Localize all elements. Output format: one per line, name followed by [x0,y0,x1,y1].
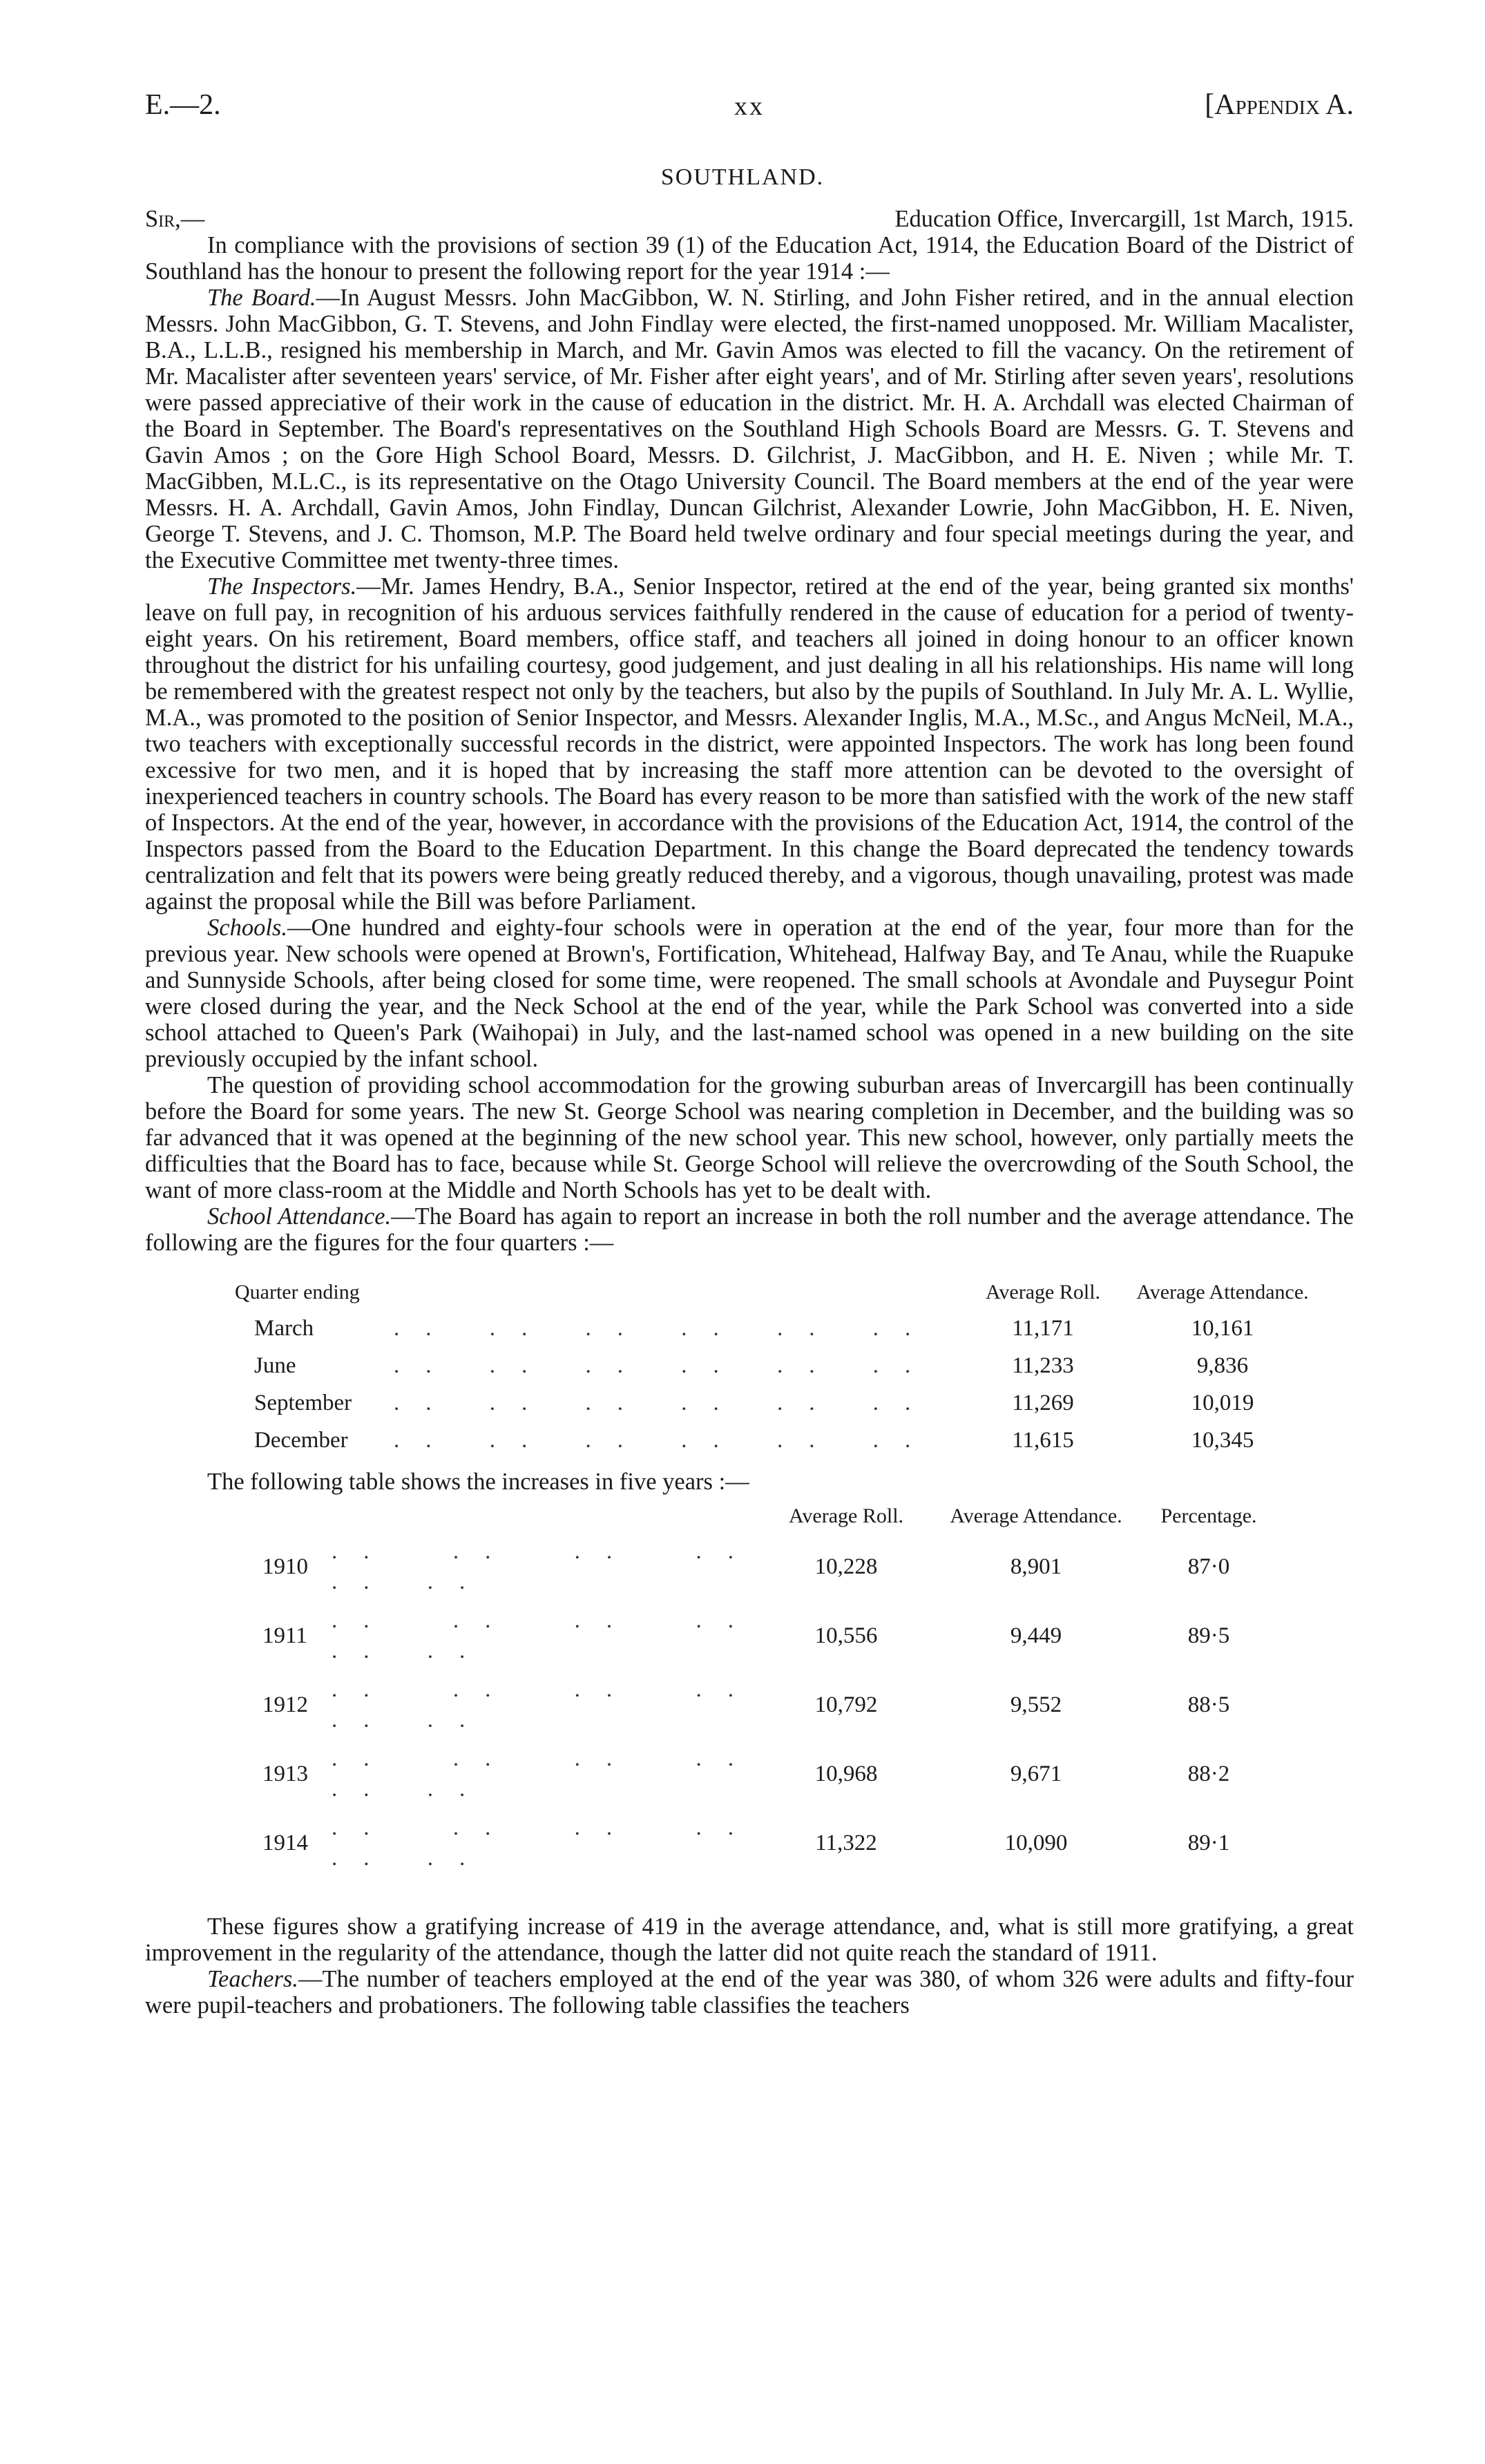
board-heading: The Board. [207,285,316,311]
year-label: 1912 [262,1692,308,1717]
percentage-value: 87·0 [1187,1554,1230,1579]
percentage-value: 89·1 [1187,1831,1230,1855]
leader-dots: .. .. .. .. .. .. [332,1677,760,1732]
percentage-value: 88·2 [1187,1761,1230,1786]
roll-value: 11,171 [1012,1316,1074,1341]
table-row [235,1310,1333,1347]
page-code: E.—2. [145,89,221,121]
attendance-text: —The Board has again to report an increase in both the roll number and the average attendance. The following are the figures for the four quarters :— [145,1203,1354,1256]
table-row [235,1347,1333,1384]
table-row [235,1422,1333,1459]
roll-value: 11,269 [1012,1391,1074,1415]
gratifying-paragraph: These figures show a gratifying increase of 419 in the average attendance, and, what is still more gratifying, a great improvement in the regularity of the attendance, though the latter did not quite reach the standard of 1911. [145,1913,1354,1966]
year-label: 1913 [262,1761,308,1786]
suburban-paragraph: The question of providing school accommodation for the growing suburban areas of Invercargill has been continually before the Board for some years. The new St. George School was nearing completion in December, and the building was so far advanced that it was opened at the beginning of the new school year. This new school, however, only partially meets the difficulties that the Board has to face, because while St. George School will relieve the overcrowding of the South School, the want of more class-room at the Middle and North Schools has yet to be dealt with. [145,1072,1354,1203]
year-label: 1914 [262,1831,308,1855]
quarter-label: December [254,1428,348,1453]
attendance-value: 10,345 [1191,1428,1254,1453]
quarters-table [235,1279,1333,1459]
five-years-intro: The following table shows the increases in five years :— [207,1469,749,1495]
page-header [145,88,1354,130]
section-title: SOUTHLAND. [660,164,825,190]
quarter-label: June [254,1353,296,1378]
average-roll-header: Average Roll. [788,1505,904,1527]
table-row [235,1384,1333,1422]
attendance-value: 10,161 [1191,1316,1254,1341]
attendance-value: 9,671 [1010,1761,1062,1786]
inspectors-text: —Mr. James Hendry, B.A., Senior Inspector, retired at the end of the year, being granted six months' leave on full pay, in recognition of his arduous services faithfully rendered in the cause of education for a period of twenty-eight years. On his retirement, Board members, office staff, and teachers all joined in doing honour to an officer known throughout the district for his unfailing courtesy, good judgement, and just dealing in all his relationships. His name will long be remembered with the greatest respect not only by the teachers, but also by the pupils of Southland. In July Mr. A. L. Wyllie, M.A., was promoted to the position of Senior Inspector, and Messrs. Alexander Inglis, M.A., M.Sc., and Angus McNeil, M.A., two teachers with exceptionally successful records in the district, were appointed Inspectors. The work has long been found excessive for two men, and it is hoped that by increasing the staff more attention can be devoted to the oversight of inexperienced teachers in country schools. The Board has every reason to be more than satisfied with the work of the new staff of Inspectors. At the end of the year, however, in accordance with the provisions of the Education Act, 1914, the control of the Inspectors passed from the Board to the Education Department. In this change the Board deprecated the tendency towards centralization and felt that its powers were being greatly reduced thereby, and a vigorous, though unavailing, protest was made against the proposal while the Bill was before Parliament. [145,573,1354,915]
schools-text: —One hundred and eighty-four schools were in operation at the end of the year, four more than for the previous year. New schools were opened at Brown's, Fortification, Whitehead, Halfway Bay, and Te Anau, while the Ruapuke and Sunnyside Schools, after being closed for some time, were reopened. The small schools at Avondale and Puysegur Point were closed during the year, and the Neck School at the end of the year, while the Park School was converted into a side school attached to Queen's Park (Waihopai) in July, and the last-named school was opened in a new building on the site previously occupied by the infant school. [145,915,1354,1072]
report-body [145,206,1354,2018]
attendance-value: 9,552 [1010,1692,1062,1717]
percentage-header: Percentage. [1160,1505,1257,1527]
percentage-value: 89·5 [1187,1623,1230,1648]
table-row [228,1808,1278,1878]
year-label: 1911 [262,1623,307,1648]
quarter-ending-header: Quarter ending [235,1281,360,1303]
appendix-label: [Appendix A. [1205,89,1354,121]
roll-value: 10,228 [814,1554,878,1579]
attendance-heading: School Attendance. [207,1203,392,1230]
attendance-value: 10,090 [1004,1831,1068,1855]
table-row [228,1670,1278,1739]
dateline: Education Office, Invercargill, 1st March, 1915. [894,206,1354,232]
quarters-header-row [235,1279,1333,1310]
attendance-value: 9,449 [1010,1623,1062,1648]
board-paragraph [145,285,1354,573]
quarter-label: September [254,1391,352,1415]
roll-value: 11,233 [1012,1353,1074,1378]
roll-value: 10,792 [814,1692,878,1717]
leader-dots: .. .. .. .. .. .. [332,1608,760,1663]
leader-dots: .. .. .. .. .. .. [394,1316,937,1341]
year-label: 1910 [262,1554,308,1579]
intro-paragraph: In compliance with the provisions of section 39 (1) of the Education Act, 1914, the Education Board of the District of Southland has the honour to present the following report for the year 1914 :— [145,232,1354,285]
leader-dots: .. .. .. .. .. .. [394,1391,937,1415]
percentage-value: 88·5 [1187,1692,1230,1717]
leader-dots: .. .. .. .. .. .. [332,1815,760,1871]
attendance-value: 10,019 [1191,1391,1254,1415]
salutation: Sir,— [145,206,205,232]
leader-dots: .. .. .. .. .. .. [394,1428,937,1453]
schools-paragraph [145,915,1354,1072]
leader-dots: .. .. .. .. .. .. [332,1539,760,1594]
teachers-paragraph [145,1966,1354,2018]
roll-value: 10,968 [814,1761,878,1786]
quarter-label: March [254,1316,314,1341]
attendance-value: 9,836 [1196,1353,1249,1378]
teachers-heading: Teachers. [207,1966,298,1992]
attendance-value: 8,901 [1010,1554,1062,1579]
roll-value: 11,322 [815,1831,877,1855]
page-number: xx [734,92,765,121]
table-row [228,1601,1278,1670]
average-attendance-header: Average Attendance. [1136,1281,1309,1303]
leader-dots: .. .. .. .. .. .. [332,1746,760,1802]
roll-value: 11,615 [1012,1428,1074,1453]
board-text: —In August Messrs. John MacGibbon, W. N. Stirling, and John Fisher retired, and in the annual election Messrs. John MacGibbon, G. T. Stevens, and John Findlay were elected, the first-named unopposed. Mr. William Macalister, B.A., L.L.B., resigned his membership in March, and Mr. Gavin Amos was elected to fill the vacancy. On the retirement of Mr. Macalister after seventeen years' service, of Mr. Fisher after eight years', and of Mr. Stirling after seven years', resolutions were passed appreciative of their work in the cause of education in the district. Mr. H. A. Archdall was elected Chairman of the Board in September. The Board's representatives on the Southland High Schools Board are Messrs. G. T. Stevens and Gavin Amos ; on the Gore High School Board, Messrs. D. Gilchrist, J. MacGibbon, and H. E. Niven ; while Mr. T. MacGibben, M.L.C., is its representative on the Otago University Council. The Board members at the end of the year were Messrs. H. A. Archdall, Gavin Amos, John Findlay, Duncan Gilchrist, Alexander Lowrie, John MacGibbon, H. E. Niven, George T. Stevens, and J. C. Thomson, M.P. The Board held twelve ordinary and four special meetings during the year, and the Executive Committee met twenty-three times. [145,285,1354,573]
average-roll-header: Average Roll. [985,1281,1101,1303]
table-row [228,1739,1278,1808]
schools-heading: Schools. [207,915,287,941]
five-year-table [228,1503,1278,1878]
average-attendance-header: Average Attendance. [950,1505,1122,1527]
attendance-paragraph [145,1203,1354,1256]
teachers-text: —The number of teachers employed at the end of the year was 380, of whom 326 were adults and fifty-four were pupil-teachers and probationers. The following table classifies the teachers [145,1966,1354,2018]
inspectors-heading: The Inspectors. [207,573,357,600]
table-row [228,1532,1278,1601]
roll-value: 10,556 [814,1623,878,1648]
leader-dots: .. .. .. .. .. .. [394,1353,937,1378]
years-header-row [228,1503,1278,1532]
inspectors-paragraph [145,573,1354,915]
salutation-line [145,206,1354,232]
